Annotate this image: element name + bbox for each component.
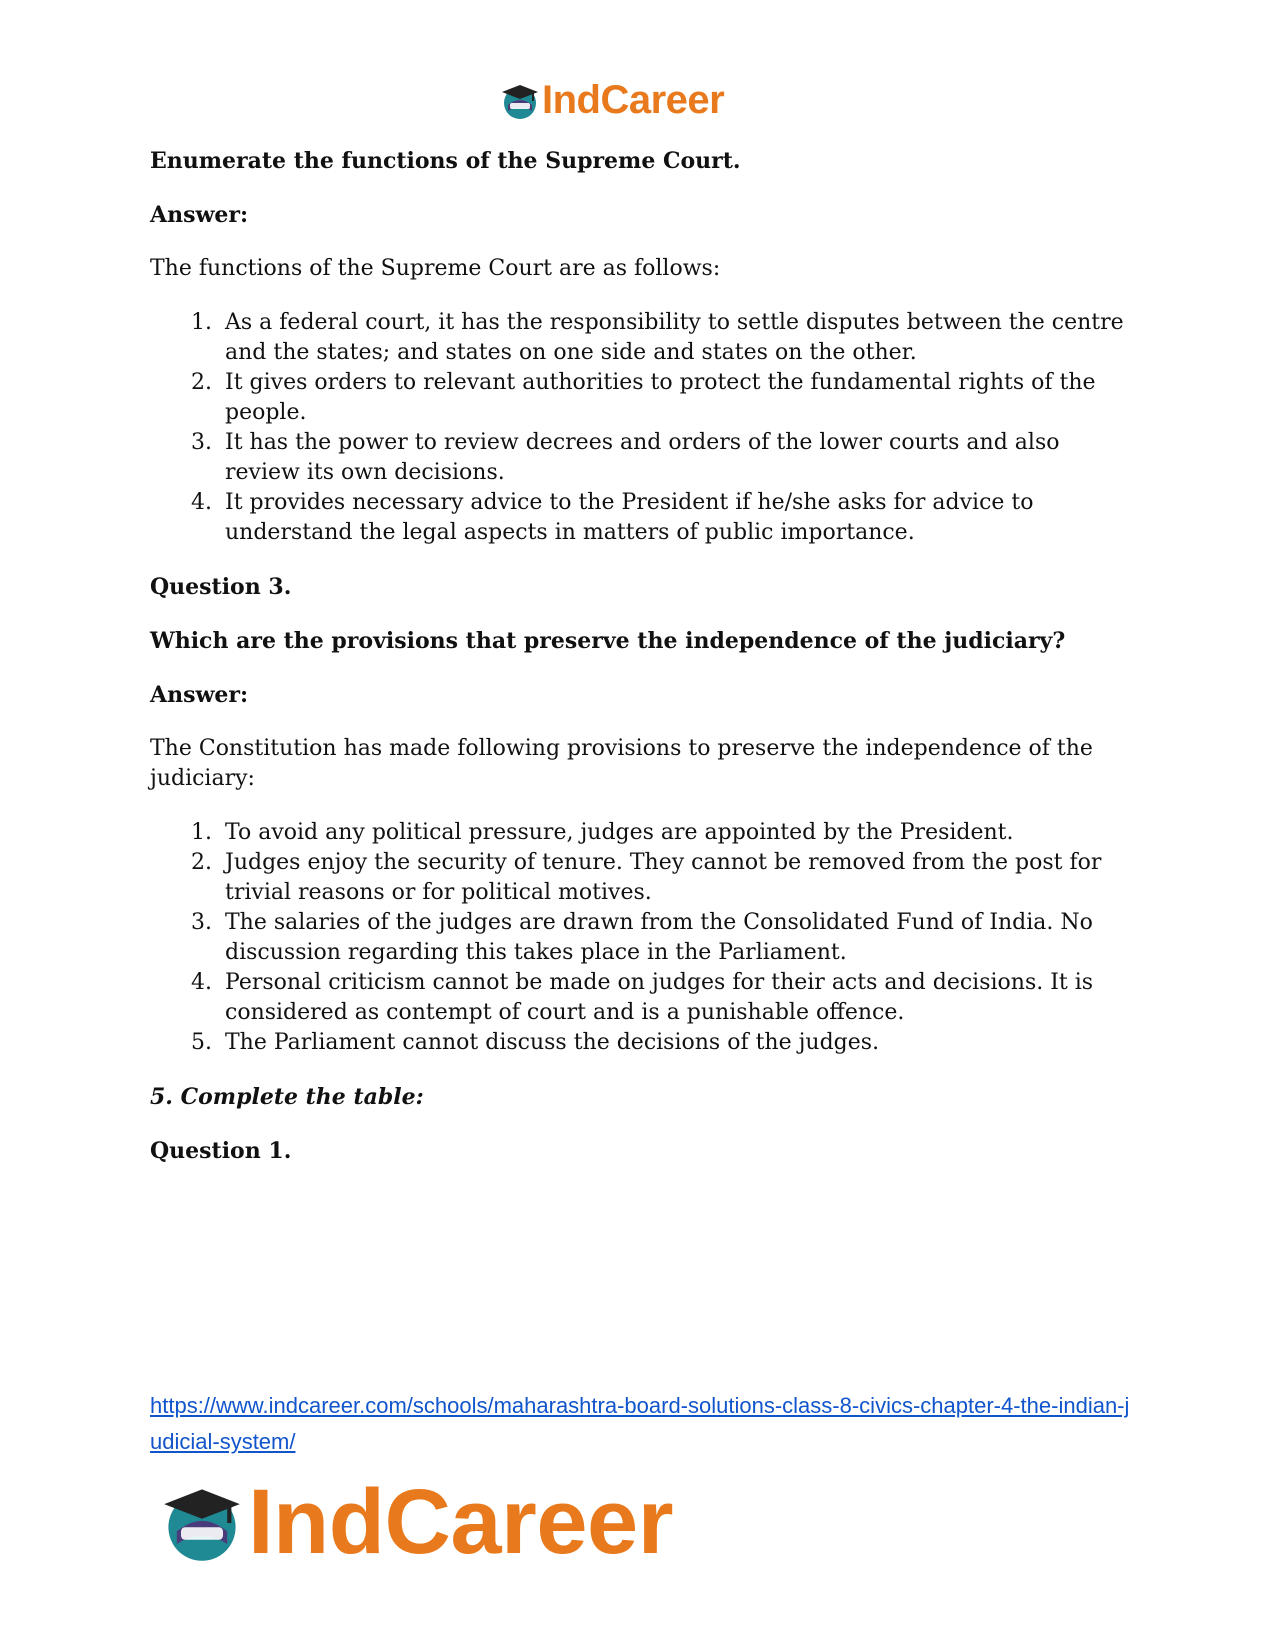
list-item: 5. The Parliament cannot discuss the decisions of the judges. — [191, 1030, 880, 1055]
list-item: 4. It provides necessary advice to the President if he/she asks for advice to understand the legal aspects in matters of public importance. — [191, 490, 1034, 545]
supreme-court-functions-list — [150, 308, 1130, 548]
logo-text: IndCareer — [248, 1471, 673, 1573]
list-item: 4. Personal criticism cannot be made on judges for their acts and decisions. It is considered as contempt of court and is a punishable offence. — [191, 970, 1094, 1025]
graduation-cap-globe-icon — [500, 81, 540, 121]
footer-logo — [160, 1470, 673, 1575]
judiciary-provisions-list — [150, 818, 1130, 1058]
footer-source-link[interactable]: https://www.indcareer.com/schools/maharashtra-board-solutions-class-8-civics-chapter-4-the-indian-judicial-system/ — [150, 1393, 1130, 1454]
question-label: Question 3. — [150, 574, 292, 600]
answer-intro: The Constitution has made following provisions to preserve the independence of the judiciary: — [150, 736, 1093, 791]
question-text: Which are the provisions that preserve the independence of the judiciary? — [150, 628, 1066, 654]
logo-text: IndCareer — [542, 78, 725, 122]
list-item: 2. Judges enjoy the security of tenure. They cannot be removed from the post for trivial reasons or for political motives. — [191, 850, 1102, 905]
question-heading: Enumerate the functions of the Supreme Court. — [150, 148, 741, 174]
list-item: 1. As a federal court, it has the responsibility to settle disputes between the centre and the states; and states on one side and states on the other. — [191, 310, 1124, 365]
section-heading: 5. Complete the table: — [150, 1084, 424, 1110]
answer-intro: The functions of the Supreme Court are as follows: — [150, 256, 721, 281]
graduation-cap-globe-icon — [160, 1481, 244, 1565]
answer-label: Answer: — [150, 682, 249, 708]
list-item: 1. To avoid any political pressure, judges are appointed by the President. — [191, 820, 1014, 845]
answer-label: Answer: — [150, 202, 249, 228]
document-body — [150, 146, 1130, 1190]
list-item: 3. It has the power to review decrees and orders of the lower courts and also review its own decisions. — [191, 430, 1060, 485]
header-logo — [500, 78, 724, 123]
list-item: 3. The salaries of the judges are drawn from the Consolidated Fund of India. No discussion regarding this takes place in the Parliament. — [191, 910, 1093, 965]
list-item: 2. It gives orders to relevant authorities to protect the fundamental rights of the people. — [191, 370, 1096, 425]
question-label: Question 1. — [150, 1138, 292, 1164]
